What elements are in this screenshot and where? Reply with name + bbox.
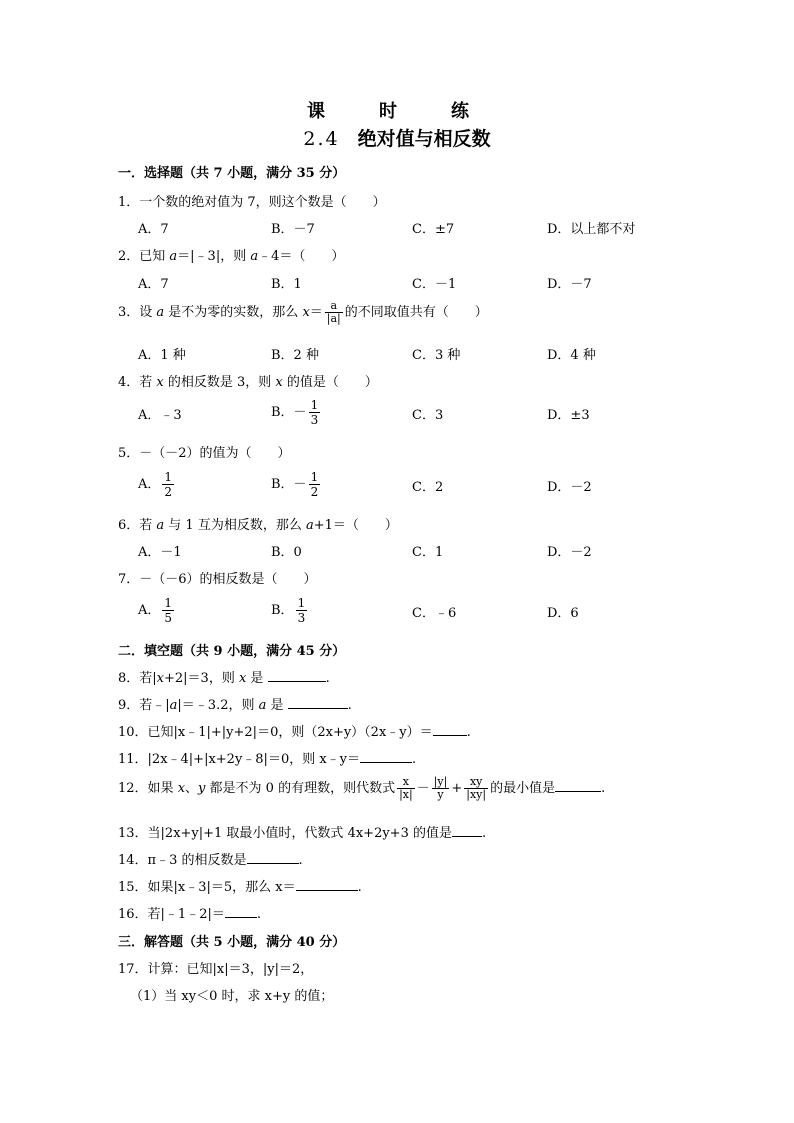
option-c: C．1 — [412, 545, 444, 560]
question-10: 10．已知|x﹣1|+|y+2|＝0，则（2x+y）（2x﹣y）＝ . — [118, 725, 471, 740]
page-subtitle — [0, 124, 794, 151]
question-9: 9．若﹣|a|＝﹣3.2，则 a 是 . — [118, 698, 352, 713]
question-5-stem: 5．－（－2）的值为（ ） — [118, 446, 291, 461]
question-7-stem: 7．－（－6）的相反数是（ ） — [118, 572, 317, 587]
answer-blank[interactable] — [225, 905, 257, 918]
option-a: A．7 — [138, 277, 169, 292]
question-8: 8．若|x+2|＝3，则 x 是 . — [118, 671, 330, 686]
question-4-stem: 4．若 x 的相反数是 3，则 x 的值是（ ） — [118, 375, 378, 390]
option-a: A． $\frac{1}{5}$ — [138, 596, 173, 625]
answer-blank[interactable] — [433, 723, 467, 736]
question-13: 13．当|2x+y|+1 取最小值时，代数式 4x+2y+3 的值是 . — [118, 826, 487, 841]
option-d: D．6 — [547, 606, 579, 621]
option-c: C．2 — [412, 480, 444, 495]
option-b: B． $\frac{1}{3}$ — [271, 596, 306, 625]
option-b: B．2 种 — [271, 348, 319, 363]
question-3-stem: 3．设 a 是不为零的实数，那么 x＝ $\frac{a}{|a|}$ 的不同取值共有（ ） — [118, 299, 488, 325]
question-6-stem: 6．若 a 与 1 互为相反数，那么 a+1＝（ ） — [118, 518, 398, 533]
option-a: A．﹣3 — [138, 408, 182, 423]
option-b: B．0 — [271, 545, 302, 560]
option-b: B．1 — [271, 277, 302, 292]
question-17-stem: 17．计算：已知|x|＝3，|y|＝2， — [118, 962, 314, 977]
answer-blank[interactable] — [247, 851, 299, 864]
option-c: C．3 — [412, 408, 444, 423]
section-heading-solve: 三．解答题（共 5 小题，满分 40 分） — [118, 935, 346, 950]
page-title: 课 时 练 — [307, 101, 487, 122]
question-1-stem: 1．一个数的绝对值为 7，则这个数是（ ） — [118, 195, 386, 210]
question-17-part-1: （1）当 xy＜0 时，求 x+y 的值； — [130, 989, 334, 1004]
answer-blank[interactable] — [555, 779, 601, 792]
option-c: C．3 种 — [412, 348, 461, 363]
option-a: A．7 — [138, 222, 169, 237]
lesson-title: 绝对值与相反数 — [357, 128, 491, 150]
answer-blank[interactable] — [288, 696, 348, 709]
lesson-number: 2.4 — [303, 128, 340, 150]
fraction: $\frac{a}{|a|}$ — [326, 299, 341, 325]
option-d: D．－2 — [547, 480, 592, 495]
question-16: 16．若|﹣1﹣2|＝ . — [118, 907, 261, 922]
answer-blank[interactable] — [296, 878, 358, 891]
answer-blank[interactable] — [452, 824, 482, 837]
option-a: A．1 种 — [138, 348, 186, 363]
option-c: C．－1 — [412, 277, 457, 292]
answer-blank[interactable] — [268, 669, 326, 682]
question-14: 14．π﹣3 的相反数是 . — [118, 853, 303, 868]
option-c: C．﹣6 — [412, 606, 457, 621]
option-d: D．－2 — [547, 545, 592, 560]
option-b: B．－ $\frac{1}{2}$ — [271, 470, 319, 499]
option-d: D．±3 — [547, 408, 590, 423]
option-b: B．－ $\frac{1}{3}$ — [271, 398, 319, 427]
question-15: 15．如果|x﹣3|＝5，那么 x＝ . — [118, 880, 362, 895]
option-d: D．－7 — [547, 277, 592, 292]
option-d: D．4 种 — [547, 348, 596, 363]
answer-blank[interactable] — [360, 750, 412, 763]
option-b: B．－7 — [271, 222, 315, 237]
option-c: C．±7 — [412, 222, 455, 237]
question-11: 11．|2x﹣4|+|x+2y﹣8|＝0，则 x﹣y＝ . — [118, 752, 417, 767]
section-heading-choice: 一．选择题（共 7 小题，满分 35 分） — [118, 166, 346, 181]
question-2-stem: 2．已知 a＝|﹣3|，则 a﹣4＝（ ） — [118, 249, 345, 264]
section-heading-fill: 二．填空题（共 9 小题，满分 45 分） — [118, 644, 346, 659]
option-d: D．以上都不对 — [547, 222, 636, 237]
option-a: A．－1 — [138, 545, 182, 560]
option-a: A． $\frac{1}{2}$ — [138, 470, 173, 499]
question-12: 12．如果 x、y 都是不为 0 的有理数，则代数式 $\frac{x}{|x|}$ － $\frac{|y|}{y}$ + $\frac{xy}{|xy|}$ 的最小值是 . — [118, 775, 606, 801]
